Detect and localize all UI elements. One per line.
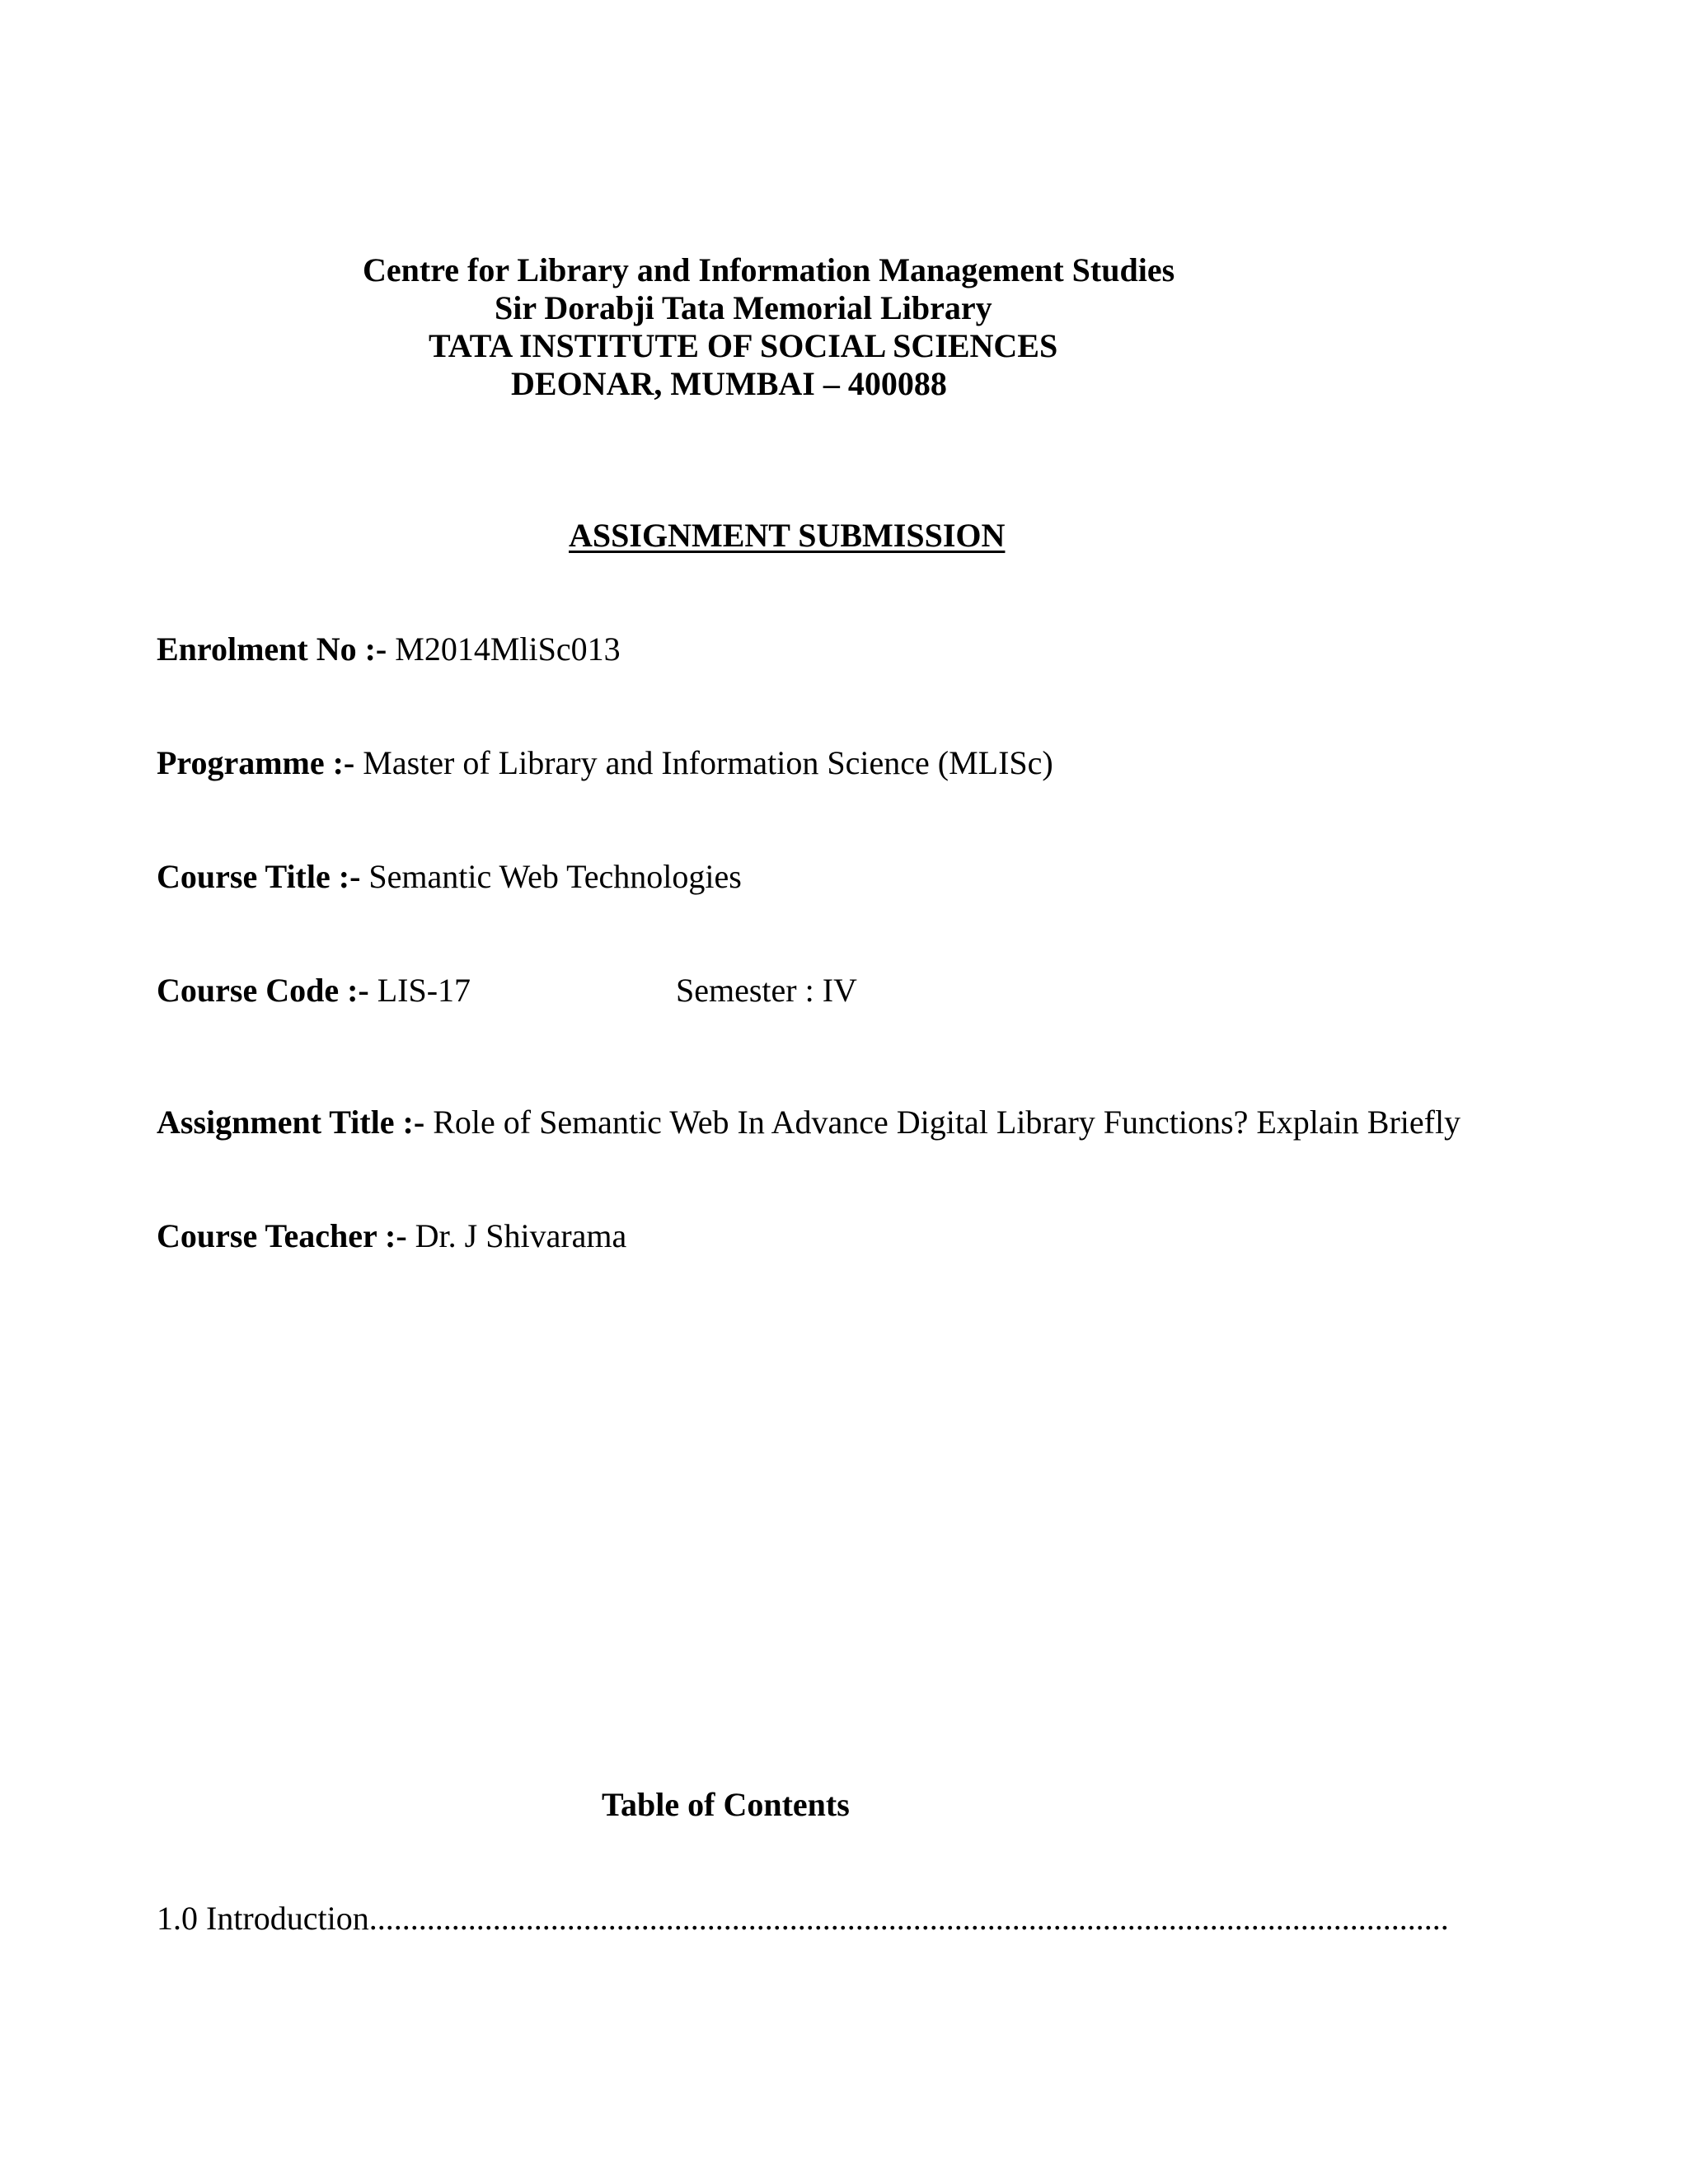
toc-entry [157,1902,1525,1935]
institute-name: TATA INSTITUTE OF SOCIAL SCIENCES [429,327,1058,364]
programme-field [157,744,1053,781]
assignment-title-value: Role of Semantic Web In Advance Digital Library Functions? Explain Briefly [433,1104,1461,1141]
course-code-value: LIS-17 [377,972,471,1009]
enrolment-field [157,630,621,668]
enrolment-value: M2014MliSc013 [395,630,621,668]
course-code-label: Course Code :- [157,972,369,1009]
assignment-heading: ASSIGNMENT SUBMISSION [569,517,1006,554]
assignment-title-field [157,1106,1461,1139]
institution-centre-name: Centre for Library and Information Management Studies [363,251,1175,288]
course-teacher-value: Dr. J Shivarama [415,1217,627,1254]
institute-address: DEONAR, MUMBAI – 400088 [511,365,947,402]
semester-field: Semester : IV [676,972,857,1009]
course-teacher-label: Course Teacher :- [157,1217,407,1254]
course-title-label: Course Title :- [157,858,361,895]
toc-entry-leader: ................................................................................................................................... [368,1902,1449,1935]
course-title-field [157,860,742,893]
programme-value: Master of Library and Information Science (MLISc) [363,744,1053,781]
enrolment-label: Enrolment No :- [157,630,387,668]
course-title-value: Semantic Web Technologies [368,858,742,895]
toc-entry-text: 1.0 Introduction [157,1902,369,1935]
library-name: Sir Dorabji Tata Memorial Library [495,289,992,326]
programme-label: Programme :- [157,744,355,781]
course-teacher-field [157,1217,627,1254]
course-code-field [157,974,471,1007]
toc-heading: Table of Contents [602,1786,850,1823]
assignment-title-label: Assignment Title :- [157,1104,425,1141]
